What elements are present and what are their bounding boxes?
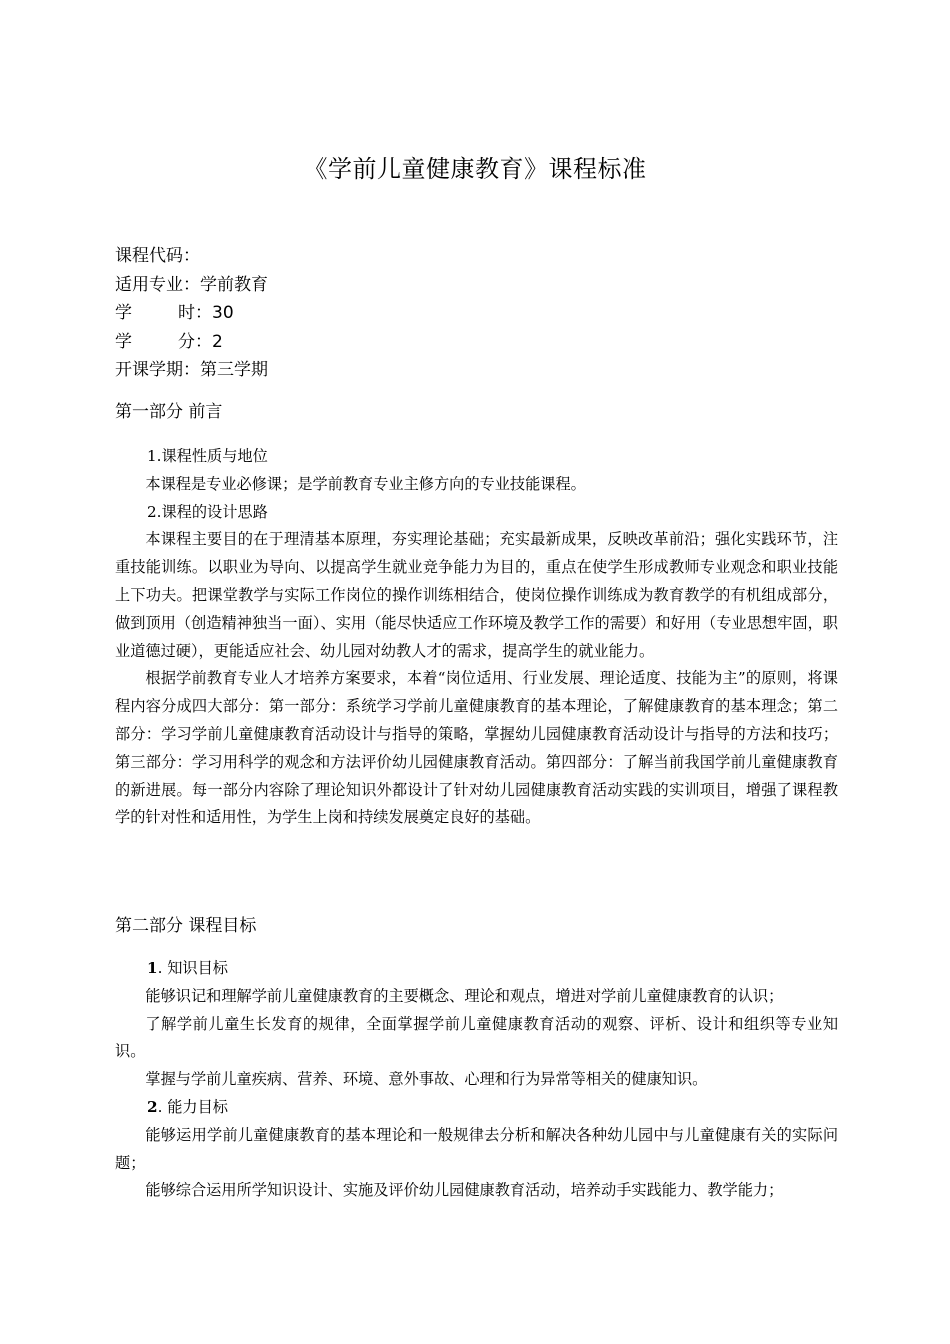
part1-subheading-1: 1.课程性质与地位 (147, 447, 268, 465)
major-label: 适用专业： (115, 274, 200, 295)
major-line (115, 271, 268, 300)
credit-label-char1: 学 (115, 331, 132, 352)
part2-paragraph-3: 掌握与学前儿童疾病、营养、环境、意外事故、心理和行为异常等相关的健康知识。 (145, 1070, 708, 1089)
course-code-line (115, 242, 268, 271)
document-title: 《学前儿童健康教育》课程标准 (303, 155, 647, 183)
part2-subheading-2-text: . 能力目标 (157, 1097, 228, 1116)
part2-subheading-1-text: . 知识目标 (157, 959, 228, 977)
part2-subheading-2 (115, 1094, 838, 1122)
term-value: 第三学期 (200, 360, 268, 380)
part1-heading: 第一部分 前言 (115, 402, 223, 422)
hours-label-char1: 学 (115, 303, 132, 323)
part1-paragraph-1: 本课程是专业必修课；是学前教育专业主修方向的专业技能课程。 (145, 474, 586, 493)
part1-subheading-2: 2.课程的设计思路 (147, 502, 268, 521)
course-info (115, 242, 268, 385)
part2-paragraph-1: 能够识记和理解学前儿童健康教育的主要概念、理论和观点，增进对学前儿童健康教育的认识； (145, 986, 784, 1005)
hours-line (115, 299, 268, 328)
part2-subheading-2-number: 2 (147, 1097, 158, 1116)
major-value: 学前教育 (200, 274, 268, 295)
part2-paragraph-2: 了解学前儿童生长发育的规律，全面掌握学前儿童健康教育活动的观察、评析、设计和组织等专业知识。 (115, 1014, 838, 1061)
part1-body (115, 443, 838, 832)
credit-line (115, 328, 268, 357)
part2-subheading-1-number: 1 (147, 959, 158, 977)
part2-subheading-1 (115, 955, 838, 983)
part2-paragraph-4: 能够运用学前儿童健康教育的基本理论和一般规律去分析和解决各种幼儿园中与儿童健康有关的实际问题； (115, 1125, 838, 1172)
part2-heading: 第二部分 课程目标 (115, 916, 257, 936)
term-label: 开课学期： (115, 360, 200, 380)
part1-paragraph-3: 根据学前教育专业人才培养方案要求，本着“岗位适用、行业发展、理论适度、技能为主”的原则，将课程内容分成四大部分：第一部分：系统学习学前儿童健康教育的基本理论，了解健康教育的基本理念；第二部分：学习学前儿童健康教育活动设计与指导的策略，掌握幼儿园健康教育活动设计与指导的方法和技巧；第三部分：学习用科学的观念和方法评价幼儿园健康教育活动。第四部分：了解当前我国学前儿童健康教育的新进展。每一部分内容除了理论知识外都设计了针对幼儿园健康教育活动实践的实训项目，增强了课程教学的针对性和适用性，为学生上岗和持续发展奠定良好的基础。 (115, 669, 838, 827)
part2-body (115, 955, 838, 1205)
credit-label-char2: 分： (178, 331, 212, 352)
part1-paragraph-2: 本课程主要目的在于理清基本原理，夯实理论基础；充实最新成果，反映改革前沿；强化实践环节，注重技能训练。以职业为导向、以提高学生就业竞争能力为目的，重点在使学生形成教师专业观念和职业技能上下功夫。把课堂教学与实际工作岗位的操作训练相结合，使岗位操作训练成为教育教学的有机组成部分，做到顶用（创造精神独当一面）、实用（能尽快适应工作环境及教学工作的需要）和好用（专业思想牢固，职业道德过硬），更能适应社会、幼儿园对幼教人才的需求，提高学生的就业能力。 (115, 530, 838, 660)
credit-value: 2 (212, 331, 223, 352)
hours-value: 30 (212, 303, 234, 323)
part2-paragraph-5: 能够综合运用所学知识设计、实施及评价幼儿园健康教育活动，培养动手实践能力、教学能力； (145, 1181, 784, 1200)
course-code-label: 课程代码： (115, 246, 200, 266)
term-line (115, 356, 268, 385)
hours-label-char2: 时： (178, 303, 212, 323)
